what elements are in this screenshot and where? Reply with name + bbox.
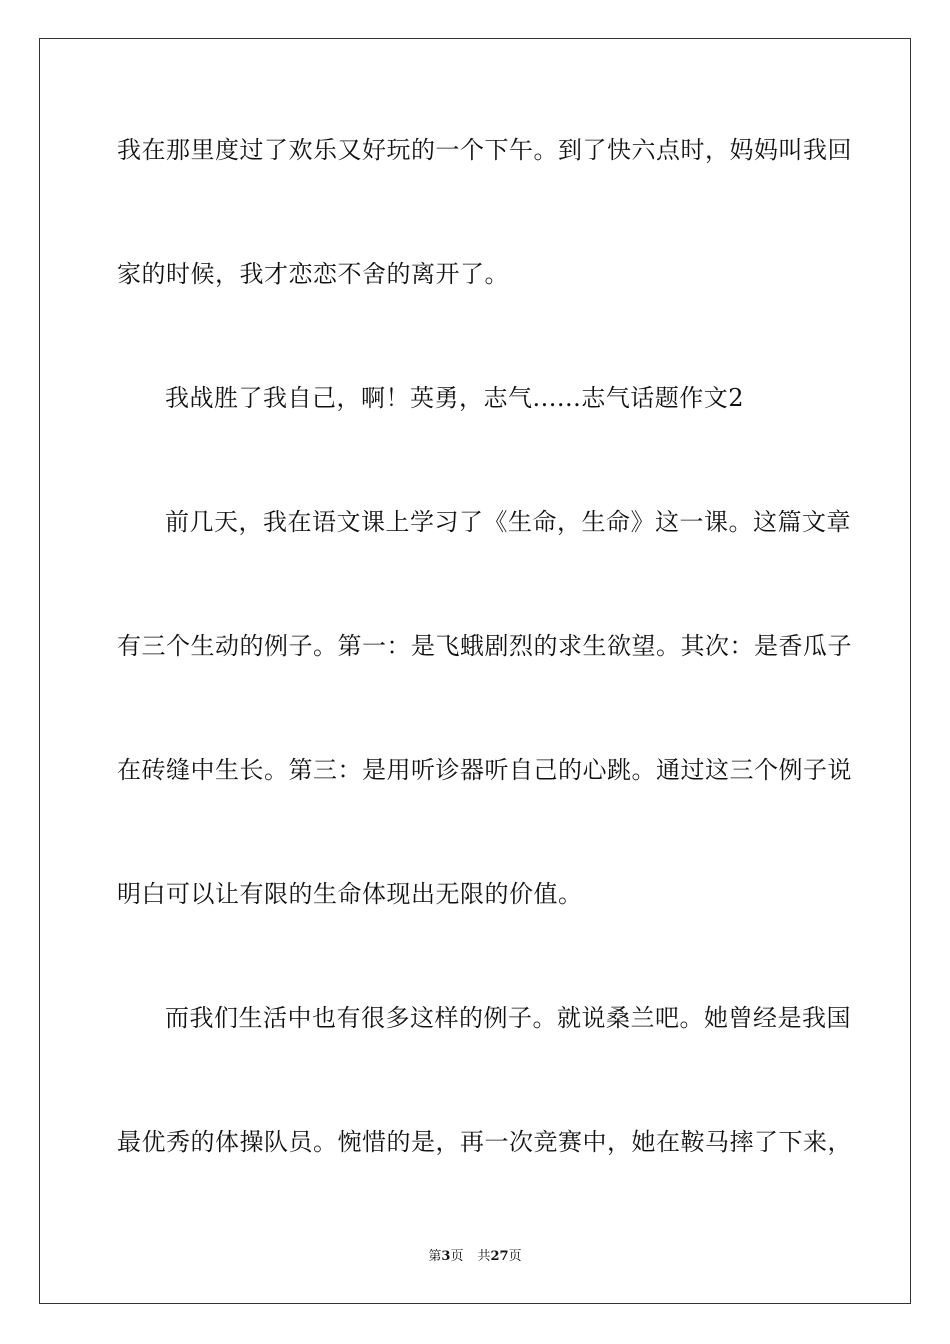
total-pages: 27: [490, 1249, 509, 1264]
page-footer: [0, 1248, 950, 1266]
total-suffix: 页: [508, 1249, 522, 1264]
paragraph-line-5: 有三个生动的例子。第一：是飞蛾剧烈的求生欲望。其次：是香瓜子: [117, 632, 852, 660]
paragraph-line-1: 我在那里度过了欢乐又好玩的一个下午。到了快六点时，妈妈叫我回: [117, 136, 852, 164]
paragraph-line-9: 最优秀的体操队员。惋惜的是，再一次竞赛中，她在鞍马摔了下来，: [117, 1128, 852, 1156]
total-prefix: 共: [477, 1249, 491, 1264]
paragraph-line-7: 明白可以让有限的生命体现出无限的价值。: [117, 880, 583, 908]
page-number: 3: [441, 1249, 451, 1264]
paragraph-line-3: 我战胜了我自己，啊！英勇，志气......志气话题作文2: [165, 384, 745, 412]
page-border: [39, 38, 911, 1304]
paragraph-line-8: 而我们生活中也有很多这样的例子。就说桑兰吧。她曾经是我国: [165, 1004, 851, 1032]
paragraph-line-4: 前几天，我在语文课上学习了《生命，生命》这一课。这篇文章: [165, 508, 851, 536]
paragraph-line-2: 家的时候，我才恋恋不舍的离开了。: [117, 260, 509, 288]
paragraph-line-6: 在砖缝中生长。第三：是用听诊器听自己的心跳。通过这三个例子说: [117, 756, 852, 784]
page-suffix: 页: [450, 1249, 464, 1264]
page-prefix: 第: [428, 1249, 442, 1264]
